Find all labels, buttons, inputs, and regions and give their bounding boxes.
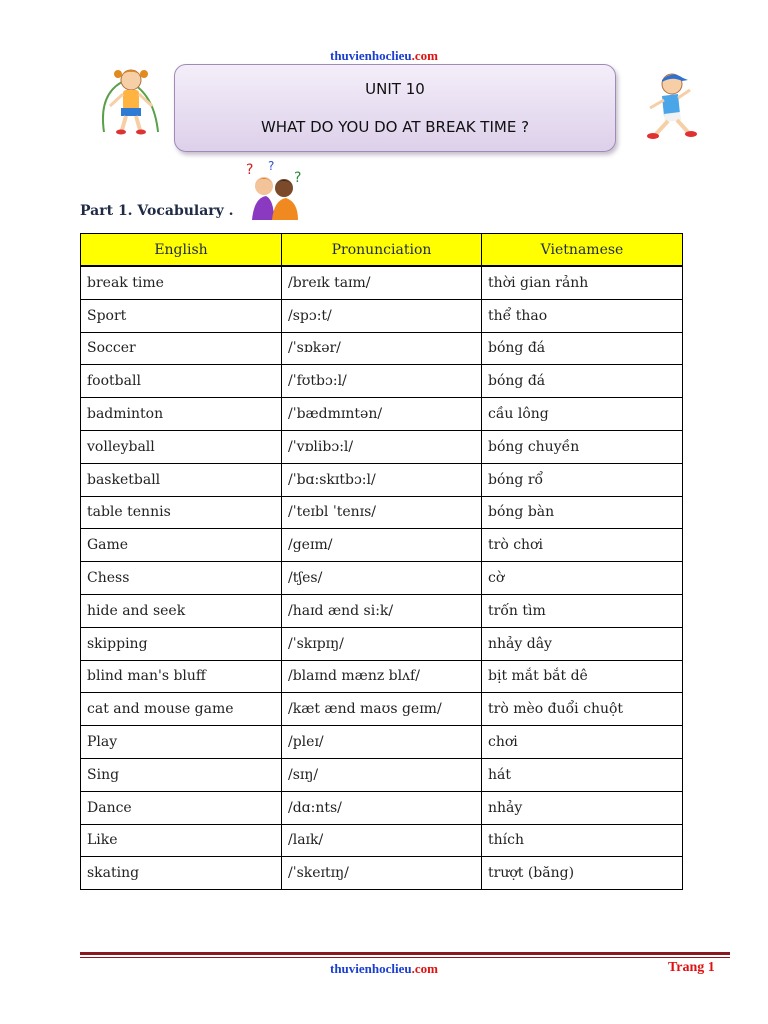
pronunciation-cell: /ˈteɪbl ˈtenɪs/ (282, 496, 482, 529)
english-cell: blind man's bluff (81, 660, 282, 693)
unit-heading: WHAT DO YOU DO AT BREAK TIME ? (260, 118, 530, 136)
svg-text:?: ? (268, 160, 275, 173)
english-cell: Soccer (81, 332, 282, 365)
table-row (81, 299, 683, 332)
table-row (81, 857, 683, 890)
pronunciation-cell: /ˈvɒlibɔ:l/ (282, 430, 482, 463)
vietnamese-cell: trò chơi (482, 529, 683, 562)
english-cell: break time (81, 266, 282, 299)
vietnamese-cell: bóng đá (482, 332, 683, 365)
table-row (81, 496, 683, 529)
girl-skipping-rope-illustration (96, 62, 166, 140)
table-row (81, 791, 683, 824)
table-row (81, 693, 683, 726)
table-row (81, 430, 683, 463)
table-row (81, 562, 683, 595)
pronunciation-cell: /pleɪ/ (282, 726, 482, 759)
vietnamese-cell: thích (482, 824, 683, 857)
section-heading: Part 1. Vocabulary . (80, 203, 234, 219)
table-row (81, 266, 683, 299)
vietnamese-cell: bóng rổ (482, 463, 683, 496)
column-header-english: English (81, 234, 282, 267)
english-cell: Dance (81, 791, 282, 824)
vietnamese-cell: chơi (482, 726, 683, 759)
vietnamese-cell: bóng đá (482, 365, 683, 398)
table-body (81, 266, 683, 890)
table-row (81, 726, 683, 759)
table-row (81, 365, 683, 398)
unit-title-box (174, 64, 616, 152)
english-cell: football (81, 365, 282, 398)
pronunciation-cell: /dɑ:nts/ (282, 791, 482, 824)
english-cell: volleyball (81, 430, 282, 463)
table-row (81, 824, 683, 857)
footer-divider-thin (80, 957, 730, 958)
pronunciation-cell: /laɪk/ (282, 824, 482, 857)
pronunciation-cell: /ˈskeɪtɪŋ/ (282, 857, 482, 890)
vietnamese-cell: trốn tìm (482, 594, 683, 627)
english-cell: hide and seek (81, 594, 282, 627)
svg-text:?: ? (294, 170, 302, 186)
pronunciation-cell: /breɪk taɪm/ (282, 266, 482, 299)
pronunciation-cell: /ˈbɑ:skɪtbɔ:l/ (282, 463, 482, 496)
vietnamese-cell: nhảy dây (482, 627, 683, 660)
column-header-pronunciation: Pronunciation (282, 234, 482, 267)
column-header-vietnamese: Vietnamese (482, 234, 683, 267)
english-cell: Play (81, 726, 282, 759)
table-row (81, 332, 683, 365)
vietnamese-cell: hát (482, 758, 683, 791)
vietnamese-cell: thể thao (482, 299, 683, 332)
table-row (81, 758, 683, 791)
boy-running-illustration (628, 68, 704, 144)
english-cell: cat and mouse game (81, 693, 282, 726)
vietnamese-cell: thời gian rảnh (482, 266, 683, 299)
english-cell: Game (81, 529, 282, 562)
table-row (81, 627, 683, 660)
vietnamese-cell: trò mèo đuổi chuột (482, 693, 683, 726)
vietnamese-cell: cờ (482, 562, 683, 595)
table-row (81, 529, 683, 562)
english-cell: skating (81, 857, 282, 890)
table-row (81, 660, 683, 693)
vietnamese-cell: bóng bàn (482, 496, 683, 529)
site-name: thuvienhoclieu (330, 48, 412, 63)
vocabulary-table (80, 233, 683, 890)
site-domain: .com (411, 48, 438, 63)
pronunciation-cell: /ˈbædmɪntən/ (282, 398, 482, 431)
table-header-row (81, 234, 683, 267)
vietnamese-cell: cầu lông (482, 398, 683, 431)
vietnamese-cell: bóng chuyền (482, 430, 683, 463)
pronunciation-cell: /ˈskɪpɪŋ/ (282, 627, 482, 660)
svg-text:?: ? (246, 162, 254, 178)
pronunciation-cell: /blaɪnd mænz blʌf/ (282, 660, 482, 693)
pronunciation-cell: /ˈfʊtbɔ:l/ (282, 365, 482, 398)
pronunciation-cell: /tʃes/ (282, 562, 482, 595)
unit-number: UNIT 10 (365, 80, 425, 98)
page-number: Trang 1 (668, 960, 715, 975)
pronunciation-cell: /kæt ænd maʊs geɪm/ (282, 693, 482, 726)
english-cell: badminton (81, 398, 282, 431)
table-row (81, 398, 683, 431)
english-cell: basketball (81, 463, 282, 496)
vietnamese-cell: nhảy (482, 791, 683, 824)
pronunciation-cell: /ˈsɒkər/ (282, 332, 482, 365)
footer-site-domain: .com (411, 961, 438, 976)
vietnamese-cell: trượt (băng) (482, 857, 683, 890)
table-row (81, 594, 683, 627)
english-cell: Sing (81, 758, 282, 791)
footer-divider (80, 952, 730, 955)
children-thinking-illustration (240, 160, 308, 222)
footer-site-name: thuvienhoclieu (330, 961, 412, 976)
english-cell: Like (81, 824, 282, 857)
english-cell: table tennis (81, 496, 282, 529)
pronunciation-cell: /spɔ:t/ (282, 299, 482, 332)
table-row (81, 463, 683, 496)
english-cell: Sport (81, 299, 282, 332)
english-cell: skipping (81, 627, 282, 660)
english-cell: Chess (81, 562, 282, 595)
vietnamese-cell: bịt mắt bắt dê (482, 660, 683, 693)
pronunciation-cell: /geɪm/ (282, 529, 482, 562)
pronunciation-cell: /haɪd ænd si:k/ (282, 594, 482, 627)
site-footer (0, 961, 768, 977)
pronunciation-cell: /sɪŋ/ (282, 758, 482, 791)
